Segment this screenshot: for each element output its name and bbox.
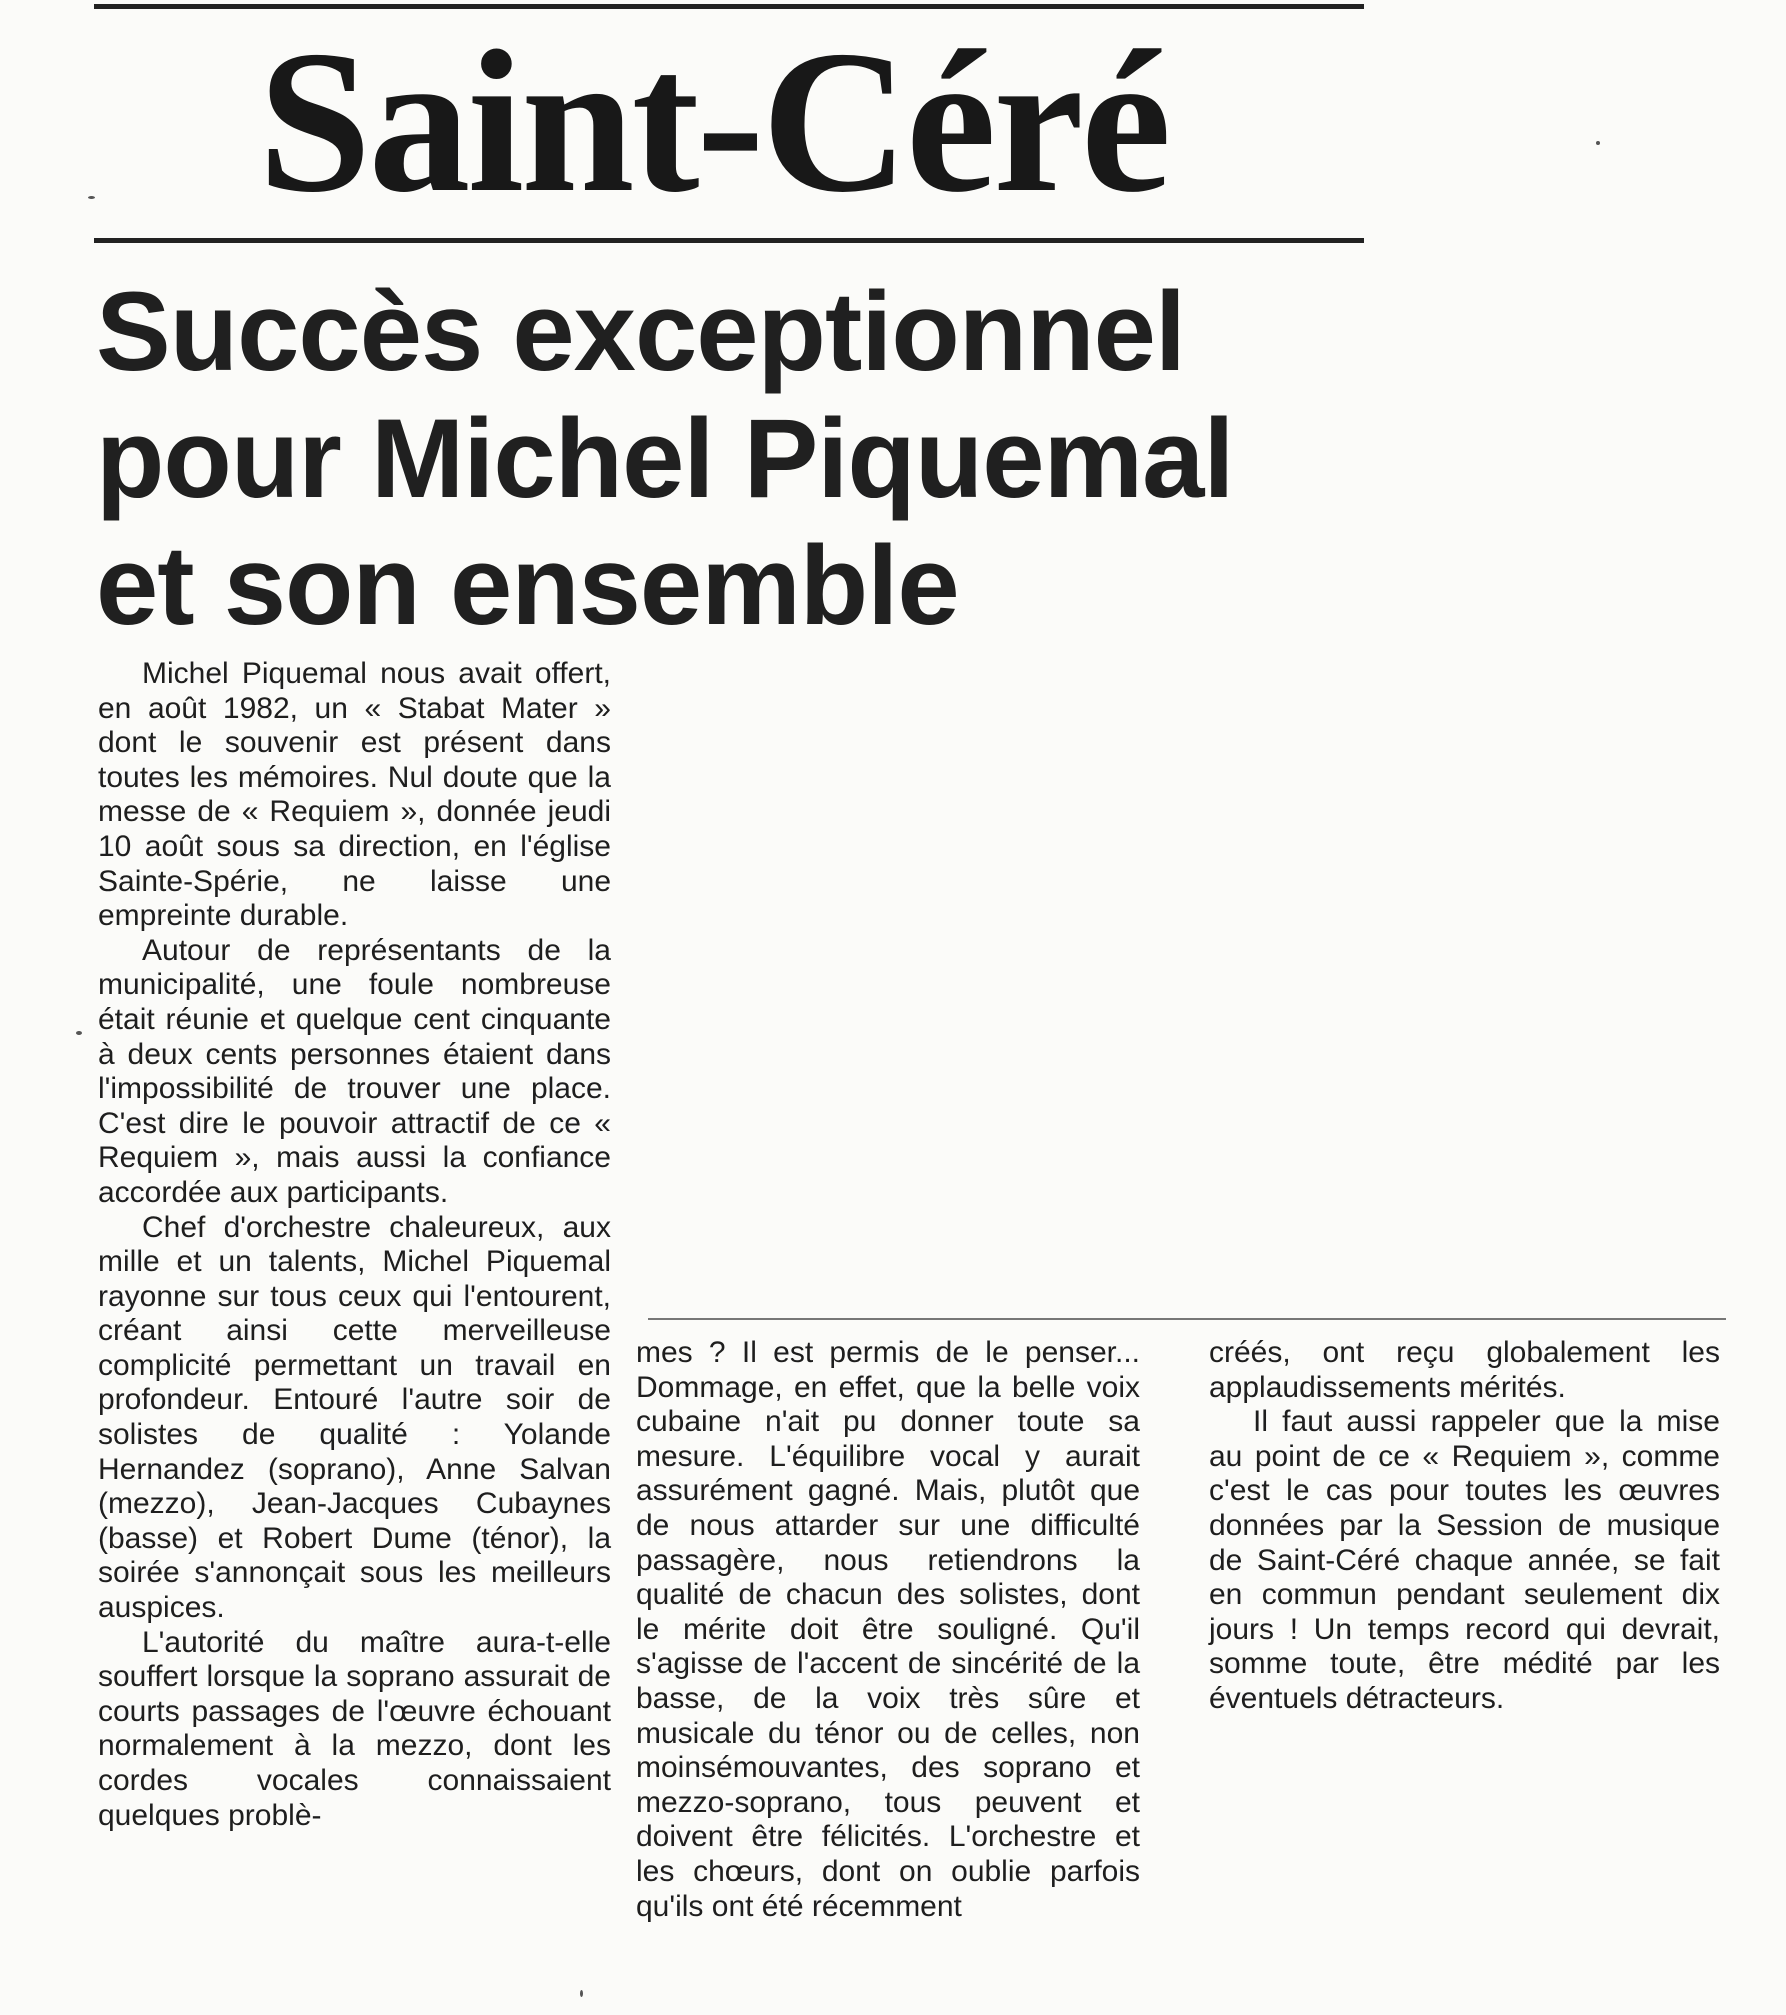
article-column-3 [1209, 1336, 1720, 1717]
headline-line: et son ensemble [96, 523, 959, 648]
paragraph: Chef d'orchestre chaleureux, aux mille et un talents, Michel Piquemal rayonne sur tous ceux qui l'entourent, créant ainsi cette merveilleuse complicité permettant un travail en profondeur. Entouré l'autre soir de solistes de qualité : Yolande Hernandez (soprano), Anne Salvan (mezzo), Jean-Jacques Cubaynes (basse) et Robert Dume (ténor), la soirée s'annonçait sous les meilleurs auspices. [98, 1210, 611, 1625]
paragraph: créés, ont reçu globalement les applaudissements mérités. [1209, 1336, 1720, 1404]
paragraph: L'autorité du maître aura-t-elle souffert lorsque la soprano assurait de courts passages de l'œuvre échouant normalement à la mezzo, dont les cordes vocales connaissaient quelques problè- [98, 1625, 611, 1832]
title-rule [94, 238, 1364, 243]
headline [96, 268, 1336, 649]
column-rule [648, 1318, 1726, 1320]
scan-speck [88, 196, 95, 199]
scan-speck [76, 1031, 82, 1035]
paragraph: Michel Piquemal nous avait offert, en août 1982, un « Stabat Mater » dont le souvenir est présent dans toutes les mémoires. Nul doute que la messe de « Requiem », donnée jeudi 10 août sous sa direction, en l'église Sainte-Spérie, ne laisse une empreinte durable. [98, 657, 611, 933]
article-column-1 [98, 657, 611, 1833]
article-column-2 [636, 1336, 1140, 1924]
scan-speck [1596, 141, 1600, 145]
paragraph: Autour de représentants de la municipalité, une foule nombreuse était réunie et quelque cent cinquante à deux cents personnes étaient dans l'impossibilité de trouver une place. C'est dire le pouvoir attractif de ce « Requiem », mais aussi la confiance accordée aux participants. [98, 933, 611, 1209]
headline-line: pour Michel Piquemal [96, 396, 1234, 521]
headline-line: Succès exceptionnel [96, 269, 1186, 394]
paragraph: Il faut aussi rappeler que la mise au point de ce « Requiem », comme c'est le cas pour toutes les œuvres données par la Session de musique de Saint-Céré chaque année, se fait en commun pendant seulement dix jours ! Un temps record qui devrait, somme toute, être médité par les éventuels détracteurs. [1209, 1405, 1720, 1715]
section-title: Saint-Céré [258, 9, 1169, 235]
scan-speck [580, 1990, 583, 1997]
paragraph: mes ? Il est permis de le penser... Dommage, en effet, que la belle voix cubaine n'ait pu donner toute sa mesure. L'équilibre vocal y aurait assurément gagné. Mais, plutôt que de nous attarder sur une difficulté passagère, nous retiendrons la qualité de chacun des solistes, dont le mérite doit être souligné. Qu'il s'agisse de l'accent de sincérité de la basse, de la voix très sûre et musicale du ténor ou de celles, non moinsémouvantes, des soprano et mezzo-soprano, tous peuvent et doivent être félicités. L'orchestre et les chœurs, dont on oublie parfois qu'ils ont été récemment [636, 1336, 1140, 1923]
